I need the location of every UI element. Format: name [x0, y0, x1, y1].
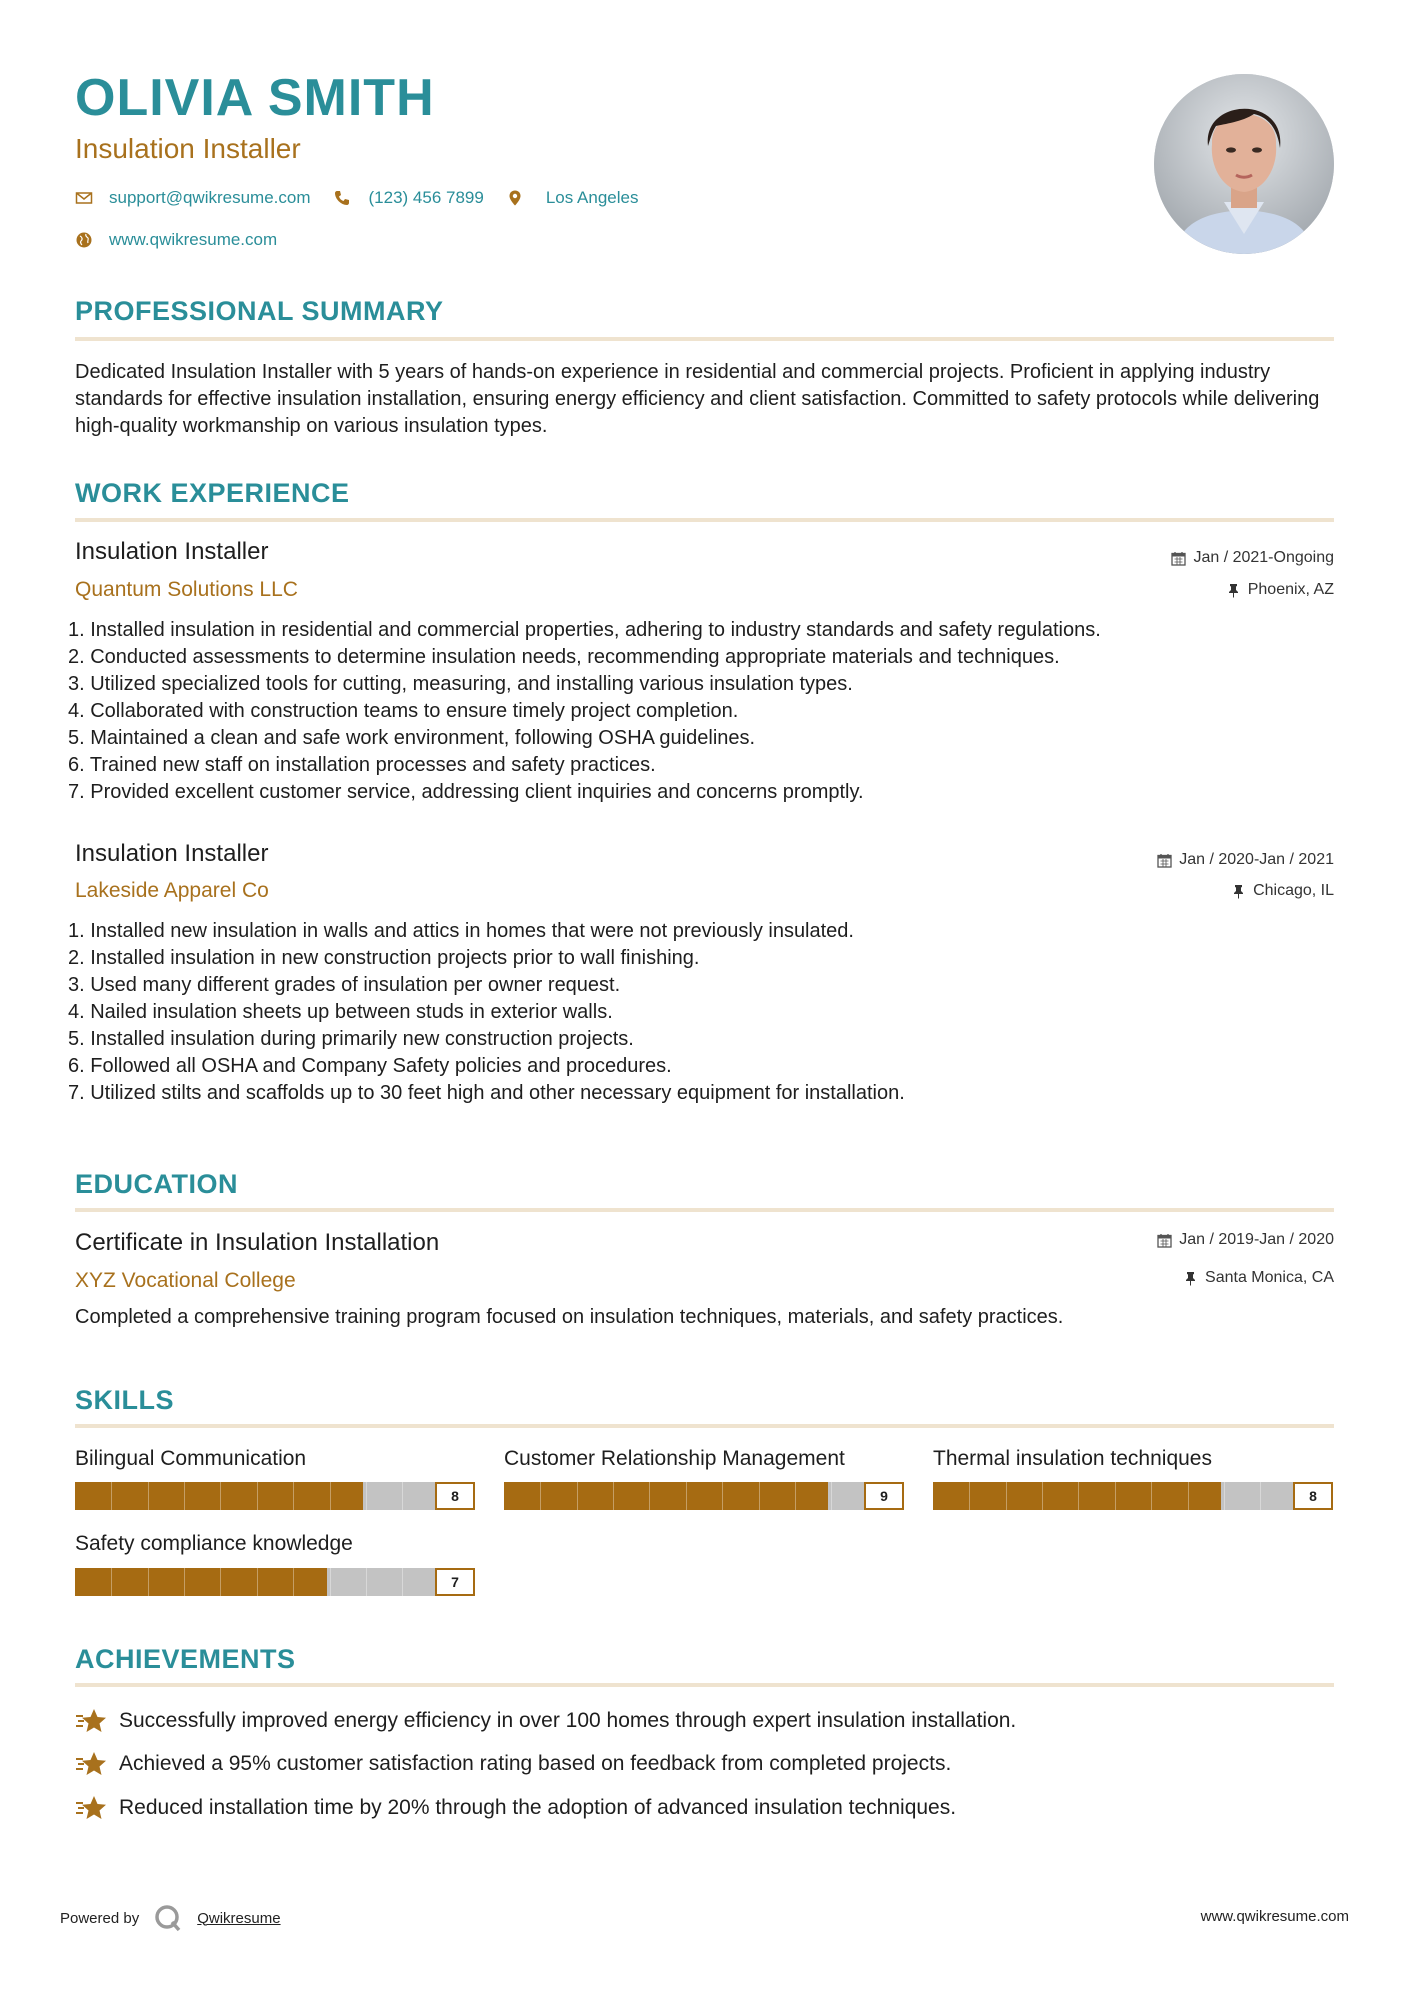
skill-bar-divider	[831, 1482, 832, 1510]
location-text: Los Angeles	[545, 188, 639, 207]
skill-4-fill	[75, 1568, 327, 1596]
skill-bar-divider	[1078, 1482, 1079, 1510]
profile-photo	[1154, 74, 1334, 254]
education-degree: Certificate in Insulation Installation	[75, 1229, 440, 1256]
skill-2-bar	[504, 1482, 904, 1510]
contact-website[interactable]	[75, 230, 277, 250]
achievements-heading: ACHIEVEMENTS	[75, 1644, 296, 1674]
skill-bar-divider	[1151, 1482, 1152, 1510]
job-2-dates	[1157, 852, 1334, 868]
summary-text: Dedicated Insulation Installer with 5 years of hands-on experience in residential and commercial projects. Proficient in applying industry standards for effective insulation installation, ensuring energy efficiency and client satisfaction. Committed to safety protocols while delivering high-quality workmanship on various insulation types.	[75, 361, 1320, 437]
skill-bar-divider	[1260, 1482, 1261, 1510]
envelope-icon	[75, 189, 93, 207]
skill-2-name: Customer Relationship Management	[504, 1447, 845, 1470]
education-dates	[1157, 1232, 1334, 1248]
skill-bar-divider	[969, 1482, 970, 1510]
skill-1-bar	[75, 1482, 475, 1510]
skill-bar-divider	[220, 1482, 221, 1510]
skill-bar-divider	[111, 1482, 112, 1510]
star-icon	[75, 1794, 109, 1822]
skills-divider	[75, 1424, 1334, 1428]
powered-by-label: Powered by	[60, 1909, 140, 1927]
skill-bar-divider	[293, 1482, 294, 1510]
education-description: Completed a comprehensive training program focused on insulation techniques, materials, and safety practices.	[75, 1306, 1064, 1328]
portrait-image	[1154, 74, 1334, 254]
experience-heading: WORK EXPERIENCE	[75, 478, 350, 508]
job-1-location-text: Phoenix, AZ	[1247, 581, 1334, 598]
achievement-text: Achieved a 95% customer satisfaction rating based on feedback from completed projects.	[119, 1752, 952, 1775]
job-2-duty: 7. Utilized stilts and scaffolds up to 30 feet high and other necessary equipment for installation.	[68, 1082, 905, 1104]
job-2-duties	[68, 918, 1338, 1107]
achievement-item	[75, 1750, 951, 1778]
job-1-dates-text: Jan / 2021-Ongoing	[1193, 549, 1334, 566]
achievement-item	[75, 1794, 956, 1822]
skill-bar-divider	[1188, 1482, 1189, 1510]
education-school: XYZ Vocational College	[75, 1269, 296, 1292]
achievement-text: Successfully improved energy efficiency in over 100 homes through expert insulation installation.	[119, 1709, 1017, 1732]
candidate-title: Insulation Installer	[75, 133, 301, 164]
education-location	[1183, 1270, 1334, 1286]
education-heading: EDUCATION	[75, 1169, 238, 1199]
job-2-location	[1231, 883, 1334, 899]
skill-bar-divider	[148, 1482, 149, 1510]
skill-3-level: 8	[1293, 1482, 1333, 1510]
education-divider	[75, 1208, 1334, 1212]
job-1-role: Insulation Installer	[75, 538, 269, 565]
globe-icon	[75, 231, 93, 249]
star-icon	[75, 1707, 109, 1735]
skill-bar-divider	[366, 1568, 367, 1596]
calendar-icon	[1171, 551, 1186, 566]
email-text: support@qwikresume.com	[109, 188, 311, 207]
job-2-duty: 1. Installed new insulation in walls and attics in homes that were not previously insulated.	[68, 920, 854, 942]
skills-heading: SKILLS	[75, 1385, 175, 1415]
phone-icon	[333, 189, 351, 207]
skill-bar-divider	[330, 1568, 331, 1596]
skill-bar-divider	[759, 1482, 760, 1510]
skill-1-fill	[75, 1482, 363, 1510]
job-1-duty: 5. Maintained a clean and safe work environment, following OSHA guidelines.	[68, 727, 756, 749]
skill-bar-divider	[613, 1482, 614, 1510]
skill-bar-divider	[293, 1568, 294, 1596]
job-1-duty: 6. Trained new staff on installation processes and safety practices.	[68, 754, 656, 776]
job-2-duty: 2. Installed insulation in new construction projects prior to wall finishing.	[68, 947, 700, 969]
contact-row	[75, 188, 660, 208]
achievement-item	[75, 1707, 1016, 1735]
qwikresume-link[interactable]: Qwikresume	[197, 1909, 281, 1927]
skill-1-level: 8	[435, 1482, 475, 1510]
job-1-company: Quantum Solutions LLC	[75, 578, 298, 601]
summary-divider	[75, 337, 1334, 341]
pushpin-icon	[1226, 583, 1241, 598]
phone-text: (123) 456 7899	[368, 188, 484, 207]
skill-3-bar	[933, 1482, 1333, 1510]
job-2-duty: 5. Installed insulation during primarily new construction projects.	[68, 1028, 634, 1050]
skill-4-level: 7	[435, 1568, 475, 1596]
skill-bar-divider	[1042, 1482, 1043, 1510]
skill-bar-divider	[111, 1568, 112, 1596]
summary-heading: PROFESSIONAL SUMMARY	[75, 296, 444, 326]
skill-bar-divider	[148, 1568, 149, 1596]
skill-bar-divider	[686, 1482, 687, 1510]
skill-3-name: Thermal insulation techniques	[933, 1447, 1212, 1470]
skill-bar-divider	[540, 1482, 541, 1510]
education-dates-text: Jan / 2019-Jan / 2020	[1179, 1231, 1334, 1248]
skill-bar-divider	[257, 1482, 258, 1510]
job-2-duty: 6. Followed all OSHA and Company Safety policies and procedures.	[68, 1055, 672, 1077]
experience-divider	[75, 518, 1334, 522]
skill-bar-divider	[402, 1568, 403, 1596]
job-1-duties	[68, 617, 1338, 806]
skill-1-name: Bilingual Communication	[75, 1447, 307, 1470]
skill-bar-divider	[1006, 1482, 1007, 1510]
job-2-duty: 3. Used many different grades of insulation per owner request.	[68, 974, 621, 996]
contact-phone[interactable]	[333, 188, 484, 208]
website-text: www.qwikresume.com	[109, 230, 278, 249]
skill-bar-divider	[184, 1482, 185, 1510]
job-1-duty: 4. Collaborated with construction teams to ensure timely project completion.	[68, 700, 739, 722]
pushpin-icon	[1183, 1271, 1198, 1286]
skill-bar-divider	[402, 1482, 403, 1510]
skill-3-fill	[933, 1482, 1221, 1510]
skill-bar-divider	[184, 1568, 185, 1596]
skill-bar-divider	[366, 1482, 367, 1510]
skill-bar-divider	[649, 1482, 650, 1510]
job-1-duty: 7. Provided excellent customer service, addressing client inquiries and concerns promptly.	[68, 781, 864, 803]
achievements-divider	[75, 1683, 1334, 1687]
job-2-location-text: Chicago, IL	[1253, 882, 1334, 899]
achievement-text: Reduced installation time by 20% through the adoption of advanced insulation techniques.	[119, 1796, 957, 1819]
calendar-icon	[1157, 853, 1172, 868]
job-2-dates-text: Jan / 2020-Jan / 2021	[1179, 851, 1334, 868]
skill-bar-divider	[220, 1568, 221, 1596]
contact-location	[506, 188, 639, 208]
footer-website[interactable]: www.qwikresume.com	[1200, 1908, 1349, 1925]
skill-bar-divider	[1224, 1482, 1225, 1510]
contact-email[interactable]	[75, 188, 311, 208]
contact-row-2	[75, 230, 299, 250]
job-1-location	[1226, 582, 1334, 598]
skill-4-bar	[75, 1568, 475, 1596]
job-2-role: Insulation Installer	[75, 840, 269, 867]
skill-bar-divider	[1115, 1482, 1116, 1510]
skill-bar-divider	[330, 1482, 331, 1510]
job-2-duty: 4. Nailed insulation sheets up between studs in exterior walls.	[68, 1001, 613, 1023]
map-pin-icon	[506, 189, 524, 207]
qwikresume-logo-icon	[153, 1903, 183, 1933]
skill-bar-divider	[257, 1568, 258, 1596]
calendar-icon	[1157, 1233, 1172, 1248]
skill-2-level: 9	[864, 1482, 904, 1510]
job-2-company: Lakeside Apparel Co	[75, 879, 269, 902]
job-1-duty: 2. Conducted assessments to determine insulation needs, recommending appropriate materials and techniques.	[68, 646, 1060, 668]
skill-2-fill	[504, 1482, 828, 1510]
job-1-duty: 3. Utilized specialized tools for cutting, measuring, and installing various insulation types.	[68, 673, 853, 695]
candidate-name: OLIVIA SMITH	[75, 69, 435, 127]
pushpin-icon	[1231, 884, 1246, 899]
job-1-dates	[1171, 550, 1334, 566]
job-1-duty: 1. Installed insulation in residential and commercial properties, adhering to industry standards and safety regulations.	[68, 619, 1101, 641]
education-location-text: Santa Monica, CA	[1205, 1269, 1334, 1286]
skill-bar-divider	[795, 1482, 796, 1510]
skill-bar-divider	[722, 1482, 723, 1510]
skill-4-name: Safety compliance knowledge	[75, 1532, 353, 1555]
skill-bar-divider	[577, 1482, 578, 1510]
star-icon	[75, 1750, 109, 1778]
footer-powered	[60, 1903, 281, 1933]
